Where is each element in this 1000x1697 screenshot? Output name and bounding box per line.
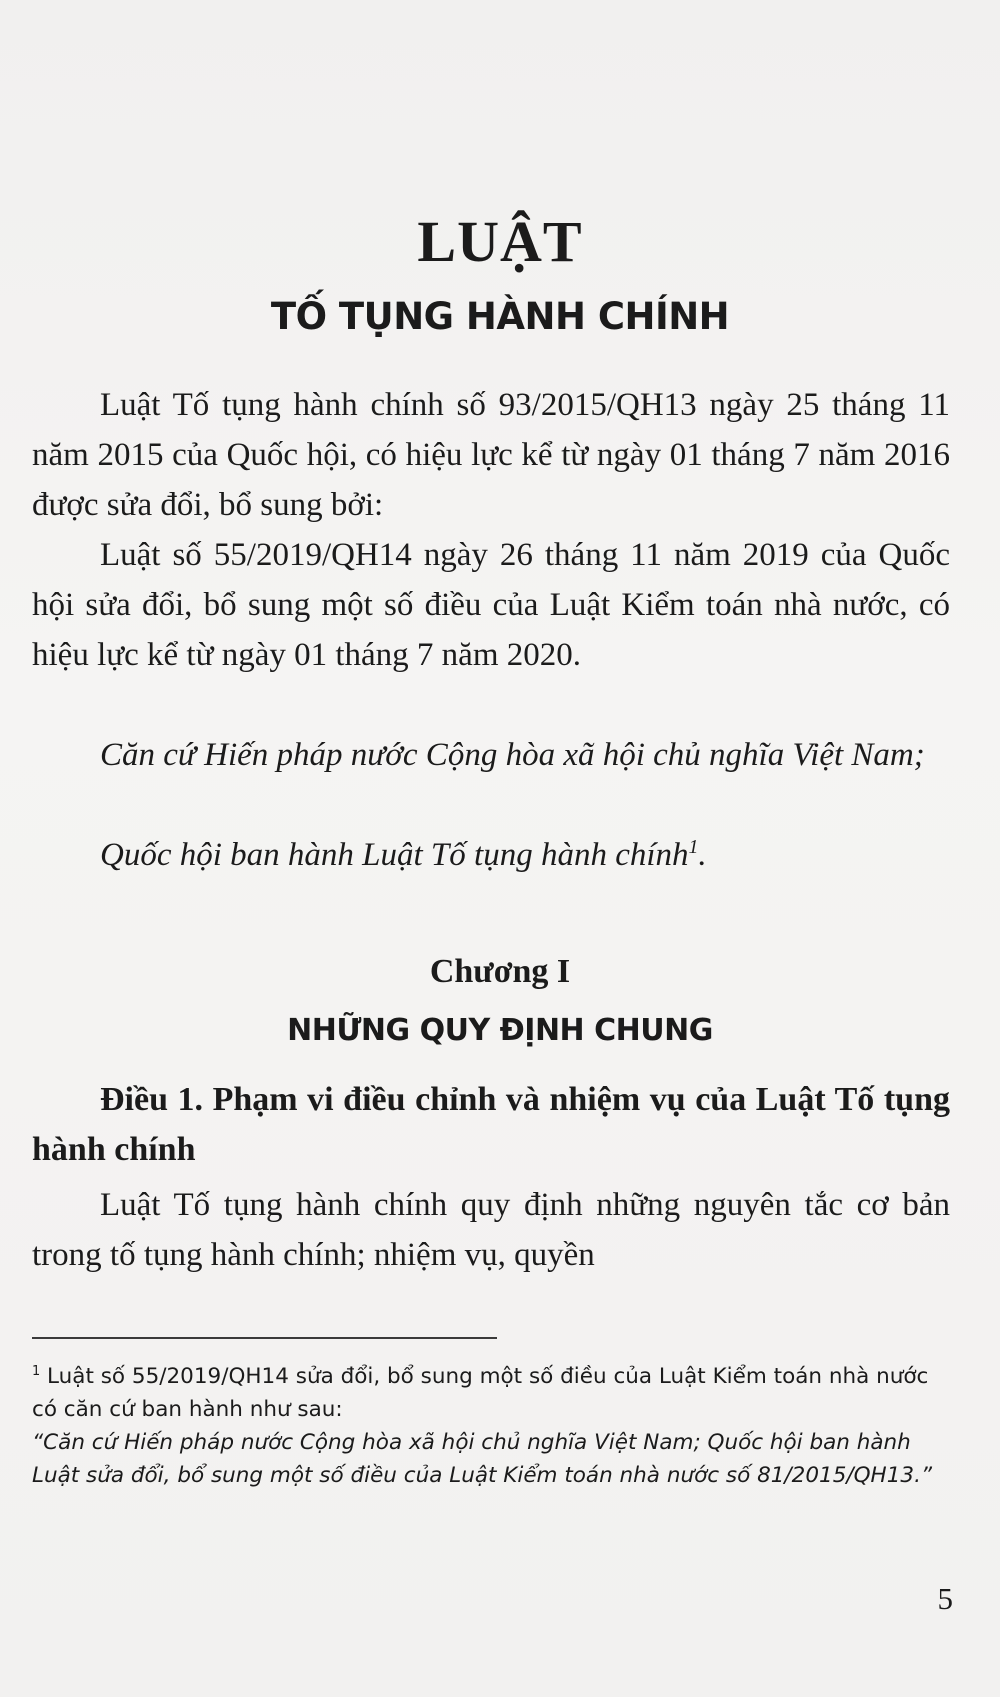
legal-basis: Căn cứ Hiến pháp nước Cộng hòa xã hội chủ nghĩa Việt Nam; bbox=[100, 737, 925, 773]
footnote-number: 1 bbox=[32, 1363, 41, 1379]
footnote-divider bbox=[32, 1337, 497, 1339]
footnote-text: Luật số 55/2019/QH14 sửa đổi, bổ sung một số điều của Luật Kiểm toán nhà nước có căn cứ ban hành như sau: bbox=[32, 1364, 929, 1422]
enactment-clause bbox=[32, 830, 950, 880]
law-subtitle: TỐ TỤNG HÀNH CHÍNH bbox=[270, 295, 730, 338]
intro-paragraph-1: Luật Tố tụng hành chính số 93/2015/QH13 ngày 25 tháng 11 năm 2015 của Quốc hội, có hiệu lực kể từ ngày 01 tháng 7 năm 2016 được sửa đổi, bổ sung bởi: bbox=[32, 387, 950, 523]
enactment-text: Quốc hội ban hành Luật Tố tụng hành chính bbox=[100, 837, 689, 873]
chapter-title: NHỮNG QUY ĐỊNH CHUNG bbox=[287, 1013, 713, 1048]
page-number: 5 bbox=[937, 1581, 953, 1616]
enactment-period: . bbox=[698, 837, 707, 873]
law-title: LUẬT bbox=[417, 209, 583, 274]
footnote-quote: “Căn cứ Hiến pháp nước Cộng hòa xã hội chủ nghĩa Việt Nam; Quốc hội ban hành Luật sửa đổi, bổ sung một số điều của Luật Kiểm toán nhà nước số 81/2015/QH13.” bbox=[32, 1430, 933, 1488]
footnote bbox=[32, 1360, 958, 1492]
footnote-text-line bbox=[32, 1360, 958, 1426]
chapter-label: Chương I bbox=[429, 953, 571, 990]
article-1-body: Luật Tố tụng hành chính quy định những nguyên tắc cơ bản trong tố tụng hành chính; nhiệm vụ, quyền bbox=[32, 1187, 950, 1273]
article-1-heading: Điều 1. Phạm vi điều chỉnh và nhiệm vụ của Luật Tố tụng hành chính bbox=[32, 1081, 950, 1168]
intro-paragraph-2: Luật số 55/2019/QH14 ngày 26 tháng 11 năm 2019 của Quốc hội sửa đổi, bổ sung một số điều của Luật Kiểm toán nhà nước, có hiệu lực kể từ ngày 01 tháng 7 năm 2020. bbox=[32, 537, 950, 673]
footnote-reference: 1 bbox=[688, 836, 699, 858]
